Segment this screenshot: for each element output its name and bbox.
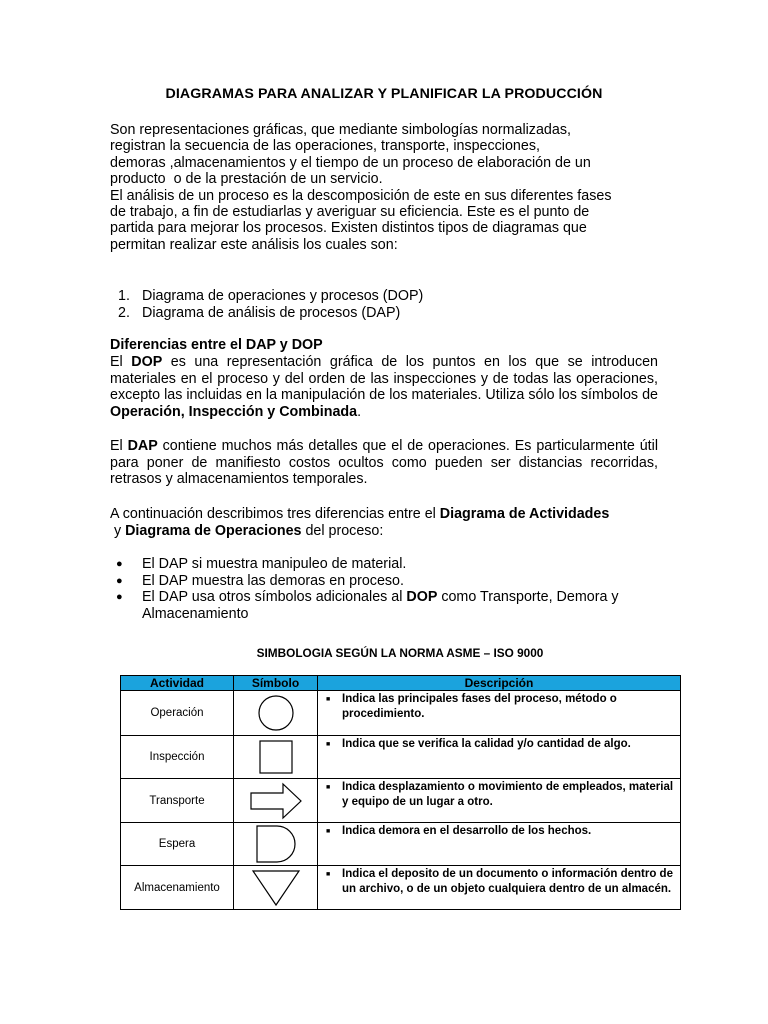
- symbology-table: [120, 675, 681, 910]
- list-number: 1.: [118, 288, 130, 304]
- square-bullet-icon: ■: [326, 828, 331, 835]
- square-bullet-icon: ■: [326, 696, 331, 703]
- text-run: El: [110, 354, 132, 370]
- table-title: SIMBOLOGIA SEGÚN LA NORMA ASME – ISO 9000: [256, 646, 544, 660]
- activity-cell: Inspección: [121, 736, 234, 779]
- operations-diagram-term: Diagrama de Operaciones: [125, 522, 302, 539]
- circle-icon: [256, 693, 296, 733]
- list-text: El DAP usa otros símbolos adicionales al: [142, 589, 407, 606]
- square-bullet-icon: ■: [326, 741, 331, 748]
- activity-cell: Operación: [121, 691, 234, 736]
- list-item: [118, 288, 423, 305]
- description-cell: [318, 823, 681, 866]
- column-header-simbolo: Símbolo: [234, 676, 318, 691]
- document-title: DIAGRAMAS PARA ANALIZAR Y PLANIFICAR LA PRODUCCIÓN: [165, 86, 603, 102]
- bullet-icon: ●: [116, 591, 123, 604]
- description-cell: [318, 779, 681, 823]
- text-run: El: [110, 438, 128, 454]
- intro-line: producto o de la prestación de un servicio.: [110, 171, 383, 188]
- text-run: del proceso:: [301, 522, 384, 539]
- intro-line: El análisis de un proceso es la descomposición de este en sus diferentes fases: [110, 187, 612, 204]
- differences-heading: Diferencias entre el DAP y DOP: [110, 337, 323, 353]
- text-run: es una representación gráfica de los puntos en los que se introducen materiales en el proceso y del orden de las inspecciones y de todas las operaciones, excepto las incluidas en la manipulación de los materiales. Utiliza sólo los símbolos de: [110, 354, 659, 403]
- table-row: [121, 779, 681, 823]
- intro-line: permitan realizar este análisis los cuales son:: [110, 236, 398, 253]
- symbol-cell: [234, 866, 318, 910]
- text-run: contiene muchos más detalles que el de operaciones. Es particularmente útil para poner de manifiesto costos ocultos como pueden ser distancias recorridas, retrasos y almacenamientos temporales.: [110, 438, 659, 487]
- symbol-cell: [234, 823, 318, 866]
- description-cell: [318, 866, 681, 910]
- continuation-paragraph: [110, 506, 658, 539]
- table-row: [121, 736, 681, 779]
- description-cell: [318, 691, 681, 736]
- list-text: Diagrama de operaciones y procesos (DOP): [142, 288, 424, 304]
- list-text: El DAP muestra las demoras en proceso.: [142, 572, 404, 589]
- list-item: [114, 556, 662, 573]
- symbol-cell: [234, 736, 318, 779]
- intro-line: partida para mejorar los procesos. Existen distintos tipos de diagramas que: [110, 220, 587, 237]
- square-icon: [258, 739, 294, 775]
- activities-diagram-term: Diagrama de Actividades: [439, 506, 610, 522]
- activity-cell: Transporte: [121, 779, 234, 823]
- square-bullet-icon: ■: [326, 871, 331, 878]
- list-text: como Transporte, Demora y Almacenamiento: [142, 589, 619, 622]
- symbol-cell: [234, 779, 318, 823]
- dop-term: DOP: [406, 589, 438, 606]
- description-text: Indica que se verifica la calidad y/o cantidad de algo.: [342, 738, 631, 750]
- list-number: 2.: [118, 305, 130, 321]
- triangle-down-icon: [251, 869, 301, 907]
- intro-line: registran la secuencia de las operaciones, transporte, inspecciones,: [110, 138, 540, 155]
- activity-cell: Almacenamiento: [121, 866, 234, 910]
- list-item: [114, 589, 662, 622]
- intro-paragraph: [110, 122, 658, 253]
- d-shape-icon: [255, 824, 297, 864]
- dap-term: DAP: [127, 438, 158, 454]
- description-text: Indica desplazamiento o movimiento de empleados, material y equipo de un lugar a otro.: [342, 781, 674, 808]
- intro-line: Son representaciones gráficas, que mediante simbologías normalizadas,: [110, 122, 571, 138]
- list-item: [114, 573, 662, 590]
- description-cell: [318, 736, 681, 779]
- text-run: .: [357, 403, 362, 420]
- text-run: A continuación describimos tres diferencias entre el: [110, 506, 440, 522]
- description-text: Indica demora en el desarrollo de los hechos.: [342, 825, 592, 837]
- arrow-icon: [249, 782, 303, 820]
- text-run: y: [110, 522, 126, 539]
- dap-paragraph: [110, 438, 658, 488]
- symbol-cell: [234, 691, 318, 736]
- diagram-types-list: [118, 288, 423, 322]
- bullet-icon: ●: [116, 574, 123, 587]
- dop-paragraph: [110, 354, 658, 420]
- list-text: Diagrama de análisis de procesos (DAP): [142, 305, 401, 321]
- differences-list: [114, 556, 662, 622]
- square-bullet-icon: ■: [326, 784, 331, 791]
- list-item: [118, 305, 423, 322]
- intro-line: de trabajo, a fin de estudiarlas y averiguar su eficiencia. Este es el punto de: [110, 204, 590, 221]
- bullet-icon: ●: [116, 558, 123, 570]
- description-text: Indica el deposito de un documento o información dentro de un archivo, o de un objeto cualquiera dentro de un almacén.: [342, 868, 673, 895]
- table-row: [121, 823, 681, 866]
- dop-term: DOP: [131, 354, 163, 370]
- table-row: [121, 691, 681, 736]
- column-header-descripcion: Descripción: [318, 676, 681, 691]
- column-header-actividad: Actividad: [121, 676, 234, 691]
- list-text: El DAP si muestra manipuleo de material.: [142, 556, 407, 572]
- intro-line: demoras ,almacenamientos y el tiempo de un proceso de elaboración de un: [110, 154, 591, 171]
- activity-cell: Espera: [121, 823, 234, 866]
- table-header-row: [121, 676, 681, 691]
- description-text: Indica las principales fases del proceso, método o procedimiento.: [342, 693, 617, 720]
- table-row: [121, 866, 681, 910]
- symbols-term: Operación, Inspección y Combinada: [110, 403, 358, 420]
